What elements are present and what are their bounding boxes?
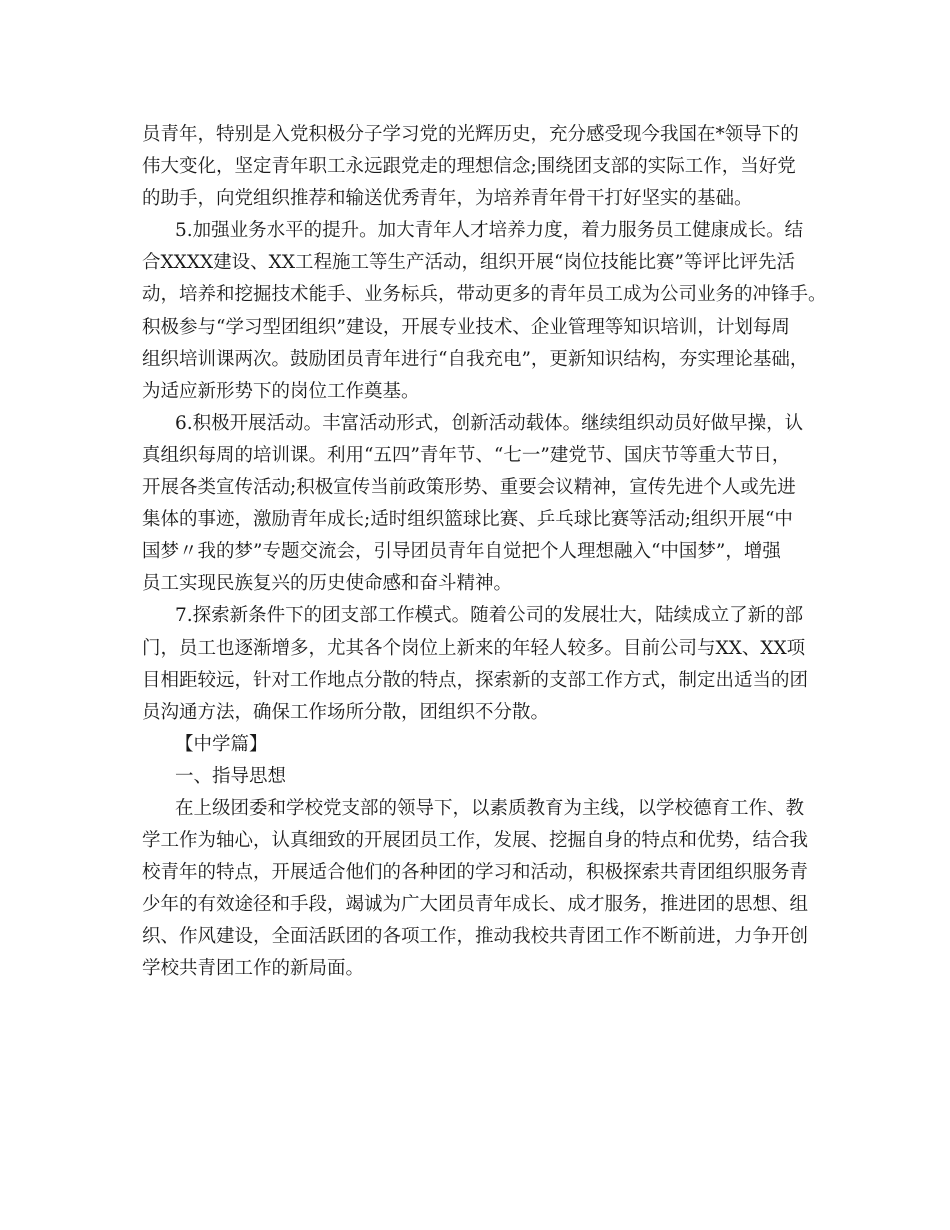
text-line: 伟大变化，坚定青年职工永远跟党走的理想信念;围绕团支部的实际工作，当好党 [142,156,796,178]
text-line: 开展各类宣传活动;积极宣传当前政策形势、重要会议精神，宣传先进个人或先进 [142,477,796,499]
text-line: 一、指导思想 [175,765,287,787]
text-line: 校青年的特点，开展适合他们的各种团的学习和活动，积极探索共青团组织服务青 [142,862,809,884]
text-line: 动，培养和挖掘技术能手、业务标兵，带动更多的青年员工成为公司业务的冲锋手。 [142,284,827,306]
text-line: 【中学篇】 [175,733,268,755]
text-line: 积极参与“学习型团组织”建设，开展专业技术、企业管理等知识培训，计划每周 [142,316,790,338]
text-line: 员沟通方法，确保工作场所分散，团组织不分散。 [142,701,550,723]
text-line: 7.探索新条件下的团支部工作模式。随着公司的发展壮大，陆续成立了新的部 [175,605,804,627]
text-line: 合XXXX建设、XX工程施工等生产活动，组织开展“岗位技能比赛”等评比评先活 [142,252,795,274]
text-line: 为适应新形势下的岗位工作奠基。 [142,380,420,402]
text-line: 员工实现民族复兴的历史使命感和奋斗精神。 [142,573,513,595]
text-line: 5.加强业务水平的提升。加大青年人才培养力度，着力服务员工健康成长。结 [175,220,804,242]
text-line: 学工作为轴心，认真细致的开展团员工作，发展、挖掘自身的特点和优势，结合我 [142,830,809,852]
text-line: 组织培训课两次。鼓励团员青年进行“自我充电”，更新知识结构，夯实理论基础， [142,348,809,370]
text-line: 学校共青团工作的新局面。 [142,958,365,980]
text-line: 门，员工也逐渐增多，尤其各个岗位上新来的年轻人较多。目前公司与XX、XX项 [142,637,806,659]
text-line: 少年的有效途径和手段，竭诚为广大团员青年成长、成才服务，推进团的思想、组 [142,894,809,916]
text-line: 国梦〃我的梦”专题交流会，引导团员青年自觉把个人理想融入“中国梦”，增强 [142,541,781,563]
text-line: 的助手，向党组织推荐和输送优秀青年，为培养青年骨干打好坚实的基础。 [142,188,753,210]
text-line: 真组织每周的培训课。利用“五四”青年节、“七一”建党节、国庆节等重大节日， [142,444,791,466]
document-body [142,119,827,986]
text-line: 在上级团委和学校党支部的领导下，以素质教育为主线，以学校德育工作、教 [175,797,805,819]
text-line: 织、作风建设，全面活跃团的各项工作，推动我校共青团工作不断前进，力争开创 [142,926,809,948]
text-line: 6.积极开展活动。丰富活动形式，创新活动载体。继续组织动员好做早操，认 [175,412,804,434]
text-line: 员青年，特别是入党积极分子学习党的光辉历史，充分感受现今我国在*领导下的 [142,124,799,145]
text-line: 目相距较远，针对工作地点分散的特点，探索新的支部工作方式，制定出适当的团 [142,669,809,691]
text-line: 集体的事迹，激励青年成长;适时组织篮球比赛、乒乓球比赛等活动;组织开展“中 [142,509,793,531]
